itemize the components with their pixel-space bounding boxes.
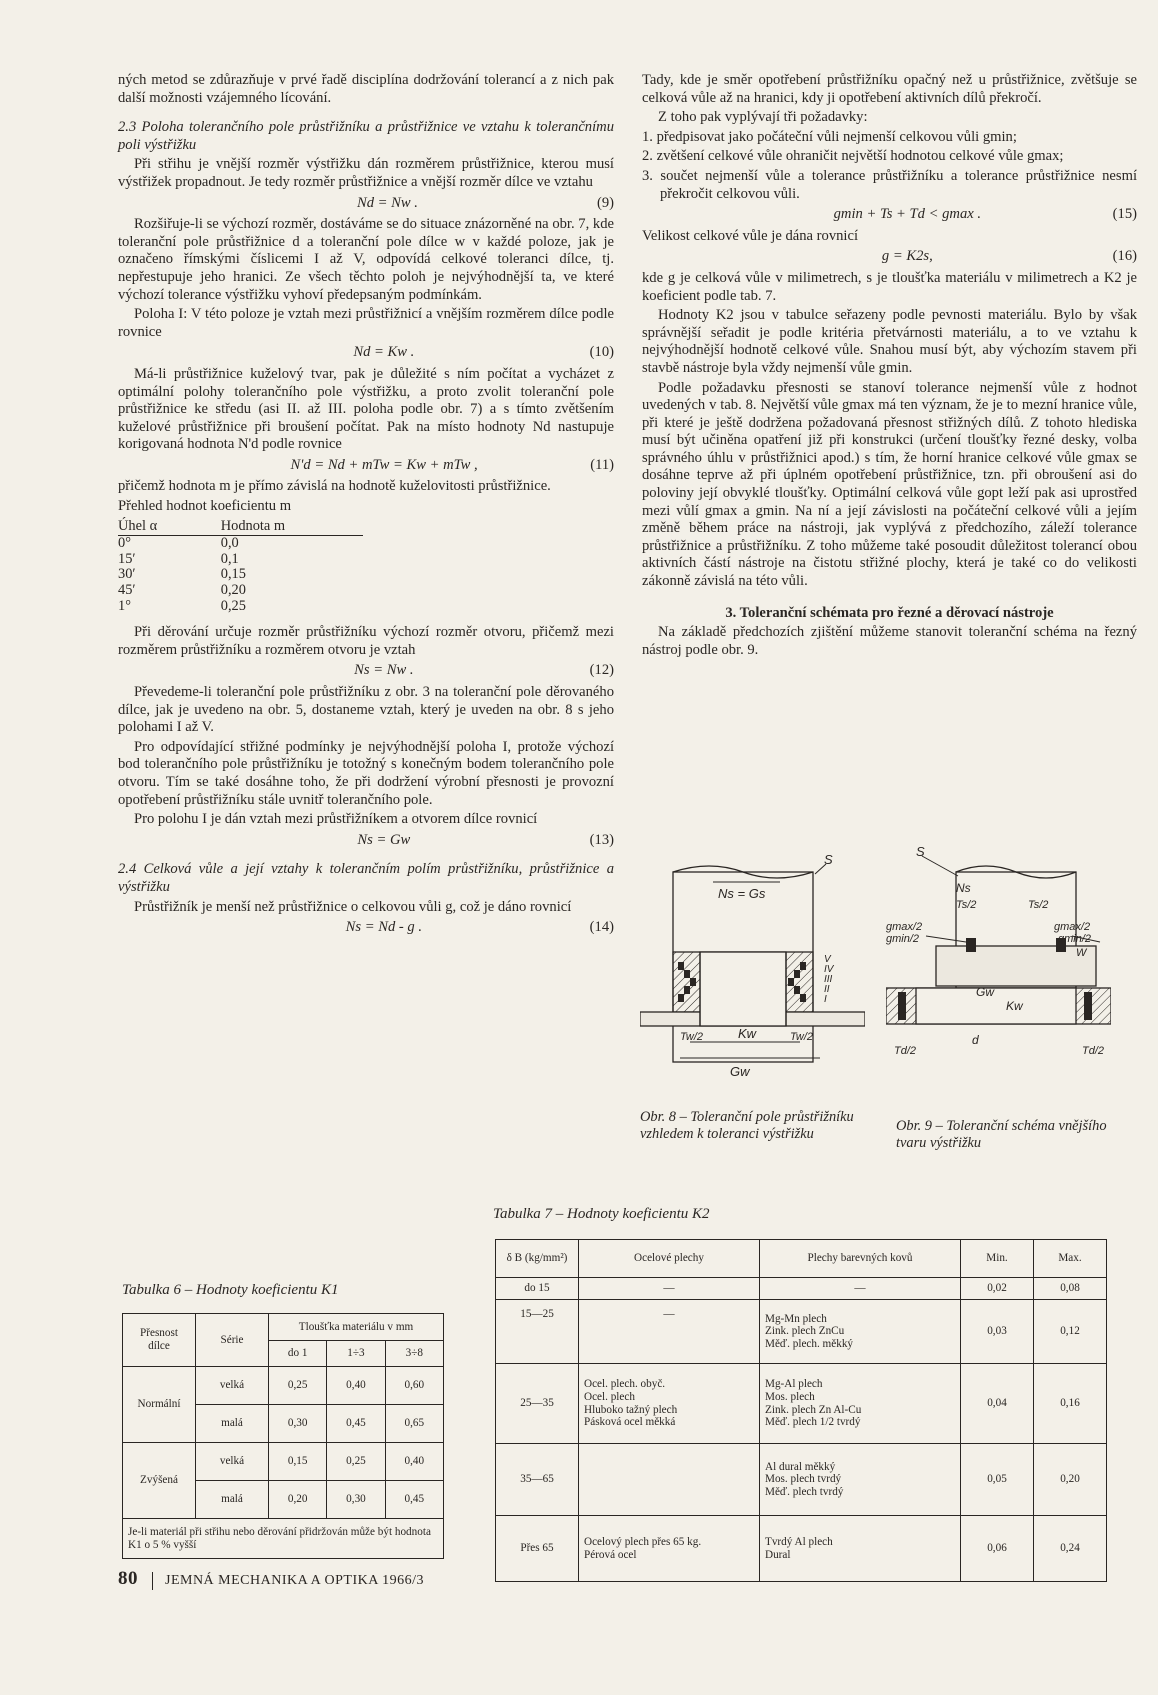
- left-column: [118, 72, 614, 941]
- equation-13: Ns = Gw (13): [357, 831, 614, 848]
- fig8-label-s: S: [824, 852, 833, 867]
- figure-8-caption: Obr. 8 – Toleranční pole průstřižníku vzhledem k toleranci výstřižku: [640, 1109, 854, 1142]
- table-6-note: Je-li materiál při střihu nebo děrování přidržován může být hodnota K1 o 5 % vyšší: [123, 1519, 444, 1559]
- figure-9-caption: Obr. 9 – Toleranční schéma vnějšího tvaru výstřižku: [896, 1118, 1107, 1151]
- fig8-label-nsgs: Ns = Gs: [718, 886, 766, 901]
- fig9-label-gmax-right: gmax/2: [1054, 921, 1091, 933]
- paragraph: Převedeme-li toleranční pole průstřižníku z obr. 3 na toleranční pole děrovaného dílce, jak je uvedeno na obr. 5, dostaneme vztah, který je uveden na obr. 8 s jeho polohami I až V.: [118, 684, 614, 736]
- paragraph: Tady, kde je směr opotřebení průstřižníku opačný než u průstřižnice, zvětšuje se celková vůle až na hranici, kdy ji opotřebení aktivních dílů překročí.: [642, 72, 1137, 106]
- paragraph: Průstřižník je menší než průstřižnice o celkovou vůli g, což je dáno rovnicí: [134, 898, 572, 915]
- fig8-roman-5: V: [824, 954, 831, 965]
- fig9-label-td-right: Td/2: [1082, 1045, 1105, 1057]
- fig9-label-ts-right: Ts/2: [1028, 899, 1049, 911]
- equation-14: Ns = Nd - g . (14): [345, 919, 614, 936]
- fig8-roman-3: III: [824, 974, 833, 985]
- fig9-label-td-left: Td/2: [894, 1045, 917, 1057]
- fig9-label-kw: Kw: [1006, 999, 1023, 1013]
- page-footer: [118, 1568, 424, 1590]
- fig9-label-ts-left: Ts/2: [956, 899, 977, 911]
- requirements-list: [642, 129, 1137, 203]
- section-heading-2-3: 2.3 Poloha tolerančního pole průstřižníku a průstřižnice ve vztahu k tolerančnímu poli výstřižku: [118, 119, 614, 153]
- paragraph: Pro polohu I je dán vztah mezi průstřižníkem a otvorem dílce rovnicí: [134, 811, 538, 828]
- list-item: 1. předpisovat jako počáteční vůli nejmenší celkovou vůli gmin;: [642, 128, 1017, 145]
- paragraph: přičemž hodnota m je přímo závislá na hodnotě kuželovitosti průstřižnice.: [118, 478, 551, 495]
- paragraph: Při střihu je vnější rozměr výstřižku dán rozměrem průstřižnice, kterou musí výstřižek propadnout. Je tedy rozměr průstřižnice a vnější rozměr dílce ve vztahu: [118, 156, 614, 190]
- footer-divider: [152, 1572, 153, 1590]
- fig8-roman-1: I: [824, 994, 827, 1005]
- equation-10: Nd = Kw . (10): [353, 344, 614, 361]
- figure-9-diagram: [886, 846, 1111, 1086]
- fig9-label-d: d: [972, 1033, 979, 1047]
- fig9-label-w: W: [1076, 947, 1087, 959]
- paragraph: Rozšiřuje-li se výchozí rozměr, dostáváme se do situace znázorněné na obr. 7, kde toleranční pole průstřižnice d a toleranční pole dílce w v každé poloze, jak je označeno římskými číslicemi I až V, odpovídá celkové toleranci dílce, tj. nepřestupuje jeho hranici. Ze všech těchto poloh je nejvýhodnější ta, ve které výchozí tolerance výstřižku vyhoví předepsaným podmínkám.: [118, 216, 614, 303]
- equation-15: gmin + Ts + Td < gmax . (15): [833, 206, 1137, 223]
- paragraph: Má-li průstřižnice kuželový tvar, pak je důležité s ním počítat a vycházet z optimální polohy tolerančního pole výstřižku, a proto zvolit toleranční pole průstřižnice ke středu (asi II. až III. poloha podle obr. 7) a s tímto zvětšením kuželové průstřižnice při broušení počítat. Pak na místo hodnoty Nd nastupuje korigovaná hodnota N'd podle rovnice: [118, 365, 614, 453]
- paragraph: Poloha I: V této poloze je vztah mezi průstřižnicí a vnějším rozměrem dílce podle rovnice: [118, 306, 614, 340]
- fig9-label-s: S: [916, 846, 925, 859]
- fig9-label-gmin-left: gmin/2: [886, 933, 920, 945]
- fig9-label-ns: Ns: [956, 881, 971, 895]
- journal-name: JEMNÁ MECHANIKA A OPTIKA 1966/3: [165, 1573, 424, 1588]
- paragraph: Přehled hodnot koeficientu m: [118, 498, 292, 515]
- paragraph: Hodnoty K2 jsou v tabulce seřazeny podle pevnosti materiálu. Bylo by však správnější seřadit je podle kritéria přetvárnosti materiálu, a to ve vztahu k nejvýhodnější hodnotě celkové vůle. Snahou musí být, aby výchozím stavem při stavbě nástroje byla vždy nejmenší vůle gmin.: [642, 307, 1137, 376]
- equation-12: Ns = Nw . (12): [354, 662, 614, 679]
- list-item: 2. zvětšení celkové vůle ohraničit největší hodnotou celkové vůle gmax;: [642, 148, 1064, 165]
- equation-9: Nd = Nw . (9): [357, 194, 614, 211]
- table-7: δ B (kg/mm²) Ocelové plechy Plechy barevných kovů Min. Max. do 15 — — 0,02 0,08 15—25 — Mg-Mn plech Zink. plech ZnCu Měď. plech. měkký 0,03 0,12 25—35 Ocel. plech. obyč. Ocel. plech Hluboko tažný plech Pásková ocel měkká Mg-Al plech Mos. plech Zink. plech Zn Al-Cu Měď. plech 1/2 tvrdý 0,04 0,16 35—65 Al dural měkký Mos. plech tvrdý Měď. plech tvrdý 0,05 0,20 Přes 65 Ocelový plech přes 65 kg. Pérová ocel Tvrdý Al plech Dural 0,06 0,24: [495, 1239, 1107, 1582]
- fig9-label-gw: Gw: [976, 985, 994, 999]
- fig8-label-tw-right: Tw/2: [790, 1031, 814, 1043]
- equation-11: N'd = Nd + mTw = Kw + mTw , (11): [290, 456, 614, 473]
- paragraph: Při děrování určuje rozměr průstřižníku výchozí rozměr otvoru, přičemž mezi rozměrem průstřižníku a rozměrem otvoru je vztah: [118, 624, 614, 658]
- table-6: Přesnost dílce Série Tloušťka materiálu v mm do 1 1÷3 3÷8 Normální velká 0,25 0,40 0,60 malá 0,30 0,45 0,65 Zvýšená velká 0,15 0,25 0,40 malá 0,20 0,30 0,45 Je-li materiál při střihu nebo děrování přidržován může být hodnota K1 o 5 % vyšší: [122, 1313, 444, 1559]
- fig8-roman-4: IV: [824, 964, 834, 975]
- list-item: 3. součet nejmenší vůle a tolerance průstřižníku a tolerance průstřižnice nesmí překročit celkovou vůli.: [642, 167, 1137, 202]
- equation-16: g = K2s, (16): [881, 248, 1137, 265]
- fig8-label-kw: Kw: [738, 1026, 757, 1041]
- paragraph: Podle požadavku přesnosti se stanoví tolerance nejmenší vůle z hodnot uvedených v tab. 8. Největší vůle gmax má ten význam, že je to mezní hranice vůle, při které je ještě dodržena požadovaná přesnost střižných dílů. Z tohoto hlediska musí být učiněna opatření již při konstrukci (určení tloušťky řezné desky, volba správného úhlu v průstřižnici apod.) s tím, že horní hranice celkové vůle gmax se dosáhne teprve až při úplném opotřebení průstřižnice, tzn. při obroušení asi do poloviny její obvyklé tloušťky. Optimální celková vůle gopt leží pak asi uprostřed mezi vůlí gmax a gmin. Na ní a její závislosti na počáteční celkové vůli a jejím změně během práce na nástroji, jak vyplývá z předchozího, záleží tolerance průstřižnice a průstřižníku. Z toho můžeme také posoudit důležitost tolerancí obou aktivních částí nástroje na čistotu střižné plochy, která je také co do velikosti zákonně závislá na této vůli.: [642, 379, 1137, 590]
- paragraph: Pro odpovídající střižné podmínky je nejvýhodnější poloha I, protože výchozí bod tolerančního pole průstřižníku je totožný s konečným bodem tolerančního pole otvoru. Tím se také dosáhne toho, že při dodržení výrobní přesnosti je provozní opotřebení průstřižníku stále uvnitř tolerančního pole.: [118, 738, 614, 808]
- fig9-label-gmin-right: gmin/2: [1058, 933, 1092, 945]
- paragraph: Z toho pak vyplývají tři požadavky:: [658, 109, 868, 126]
- coefficient-m-table: Úhel α Hodnota m 0° 0,0 15′ 0,1 30′ 0,15 45′ 0,20 1° 0,25: [118, 518, 363, 615]
- fig9-label-gmax-left: gmax/2: [886, 921, 923, 933]
- paragraph: Velikost celkové vůle je dána rovnicí: [642, 227, 858, 244]
- table-7-caption: Tabulka 7 – Hodnoty koeficientu K2: [493, 1206, 710, 1222]
- figure-8-diagram: [640, 852, 865, 1088]
- fig8-label-tw-left: Tw/2: [680, 1031, 704, 1043]
- fig8-label-gw: Gw: [730, 1064, 750, 1079]
- paragraph: ných metod se zdůrazňuje v prvé řadě disciplína dodržování tolerancí a z nich pak další možnosti vzájemného lícování.: [118, 72, 614, 106]
- right-column: [642, 72, 1137, 661]
- section-heading-2-4: 2.4 Celková vůle a její vztahy k tolerančním polím průstřižníku, průstřižnice a výstřižku: [118, 861, 614, 895]
- section-heading-3: 3. Toleranční schémata pro řezné a děrovací nástroje: [725, 604, 1054, 621]
- fig8-roman-2: II: [824, 984, 830, 995]
- table-6-caption: Tabulka 6 – Hodnoty koeficientu K1: [122, 1282, 339, 1298]
- paragraph: Na základě předchozích zjištění můžeme stanovit toleranční schéma na řezný nástroj podle obr. 9.: [642, 624, 1137, 658]
- page-number: 80: [118, 1568, 138, 1589]
- paragraph: kde g je celková vůle v milimetrech, s je tloušťka materiálu v milimetrech a K2 je koeficient podle tab. 7.: [642, 269, 1137, 304]
